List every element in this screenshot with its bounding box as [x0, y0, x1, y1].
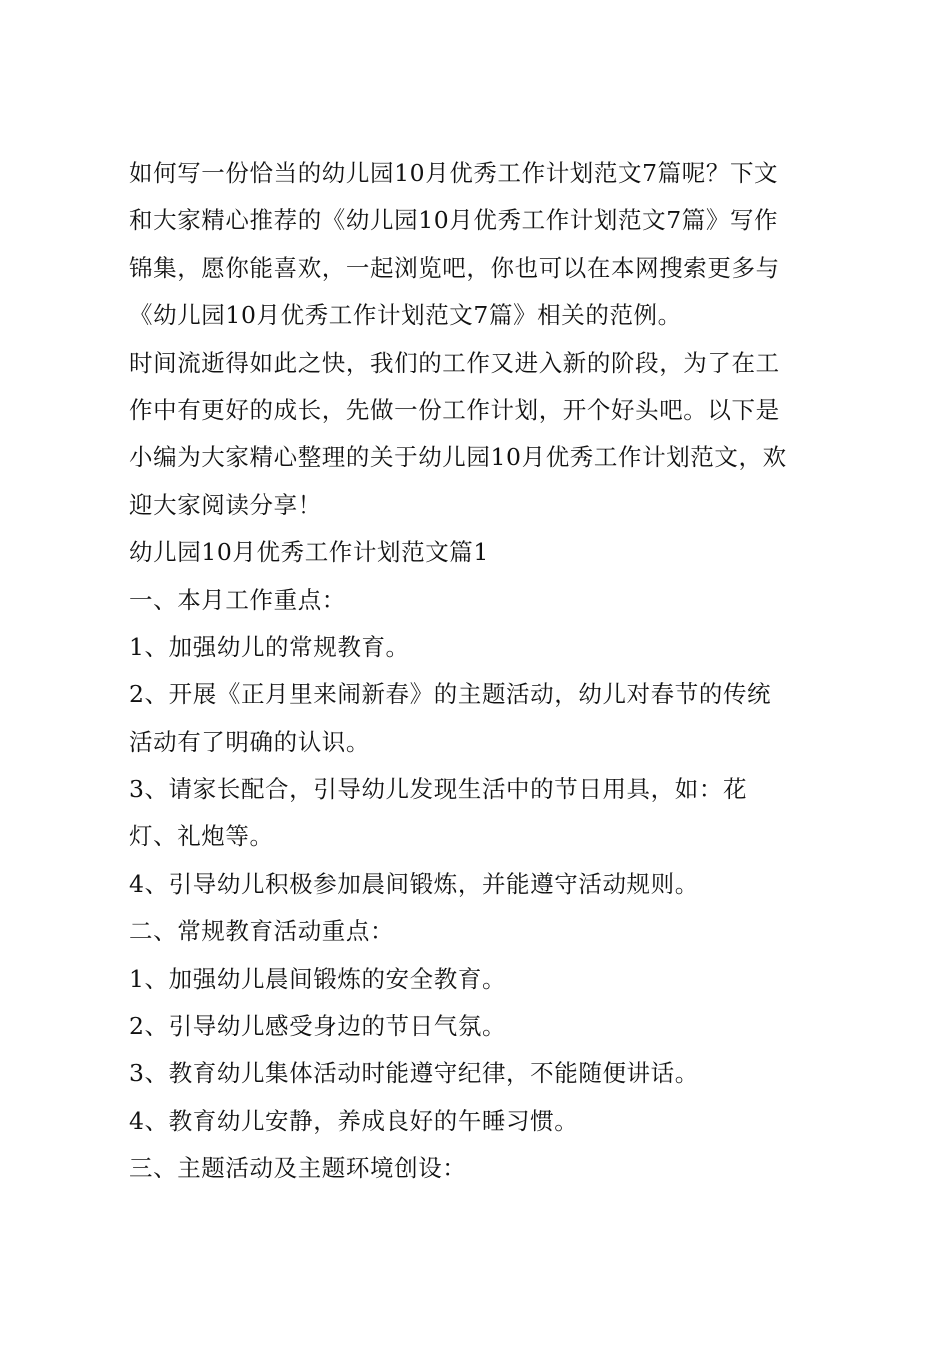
- list-item: 1、加强幼儿的常规教育。: [129, 632, 410, 661]
- list-item: 2、开展《正月里来闹新春》的主题活动，幼儿对春节的传统: [129, 680, 772, 709]
- preface-line-4: 迎大家阅读分享！: [129, 490, 322, 519]
- intro-line-4: 《幼儿园10月优秀工作计划范文7篇》相关的范例。: [129, 301, 682, 330]
- section-heading-1: 一、本月工作重点：: [129, 585, 346, 614]
- preface-line-3: 小编为大家精心整理的关于幼儿园10月优秀工作计划范文，欢: [129, 443, 787, 472]
- intro-line-2: 和大家精心推荐的《幼儿园10月优秀工作计划范文7篇》写作: [129, 206, 779, 235]
- list-item: 3、教育幼儿集体活动时能遵守纪律，不能随便讲话。: [129, 1059, 699, 1088]
- intro-line-1: 如何写一份恰当的幼儿园10月优秀工作计划范文7篇呢？下文: [129, 159, 779, 187]
- preface-line-2: 作中有更好的成长，先做一份工作计划，开个好头吧。以下是: [129, 395, 780, 424]
- list-item: 1、加强幼儿晨间锻炼的安全教育。: [129, 964, 507, 993]
- section-heading-2: 二、常规教育活动重点：: [129, 917, 395, 946]
- list-item: 2、引导幼儿感受身边的节日气氛。: [129, 1012, 507, 1041]
- article-title: 幼儿园10月优秀工作计划范文篇1: [129, 538, 489, 567]
- list-item: 3、请家长配合，引导幼儿发现生活中的节日用具，如：花: [129, 775, 748, 804]
- document-body: [129, 150, 834, 1193]
- list-item-continuation: 活动有了明确的认识。: [129, 727, 370, 756]
- intro-line-3: 锦集，愿你能喜欢，一起浏览吧，你也可以在本网搜索更多与: [129, 253, 780, 282]
- preface-line-1: 时间流逝得如此之快，我们的工作又进入新的阶段，为了在工: [129, 348, 780, 377]
- list-item: 4、教育幼儿安静，养成良好的午睡习惯。: [129, 1106, 579, 1135]
- list-item-continuation: 灯、礼炮等。: [129, 822, 274, 851]
- list-item: 4、引导幼儿积极参加晨间锻炼，并能遵守活动规则。: [129, 869, 699, 898]
- section-heading-3: 三、主题活动及主题环境创设：: [129, 1154, 467, 1183]
